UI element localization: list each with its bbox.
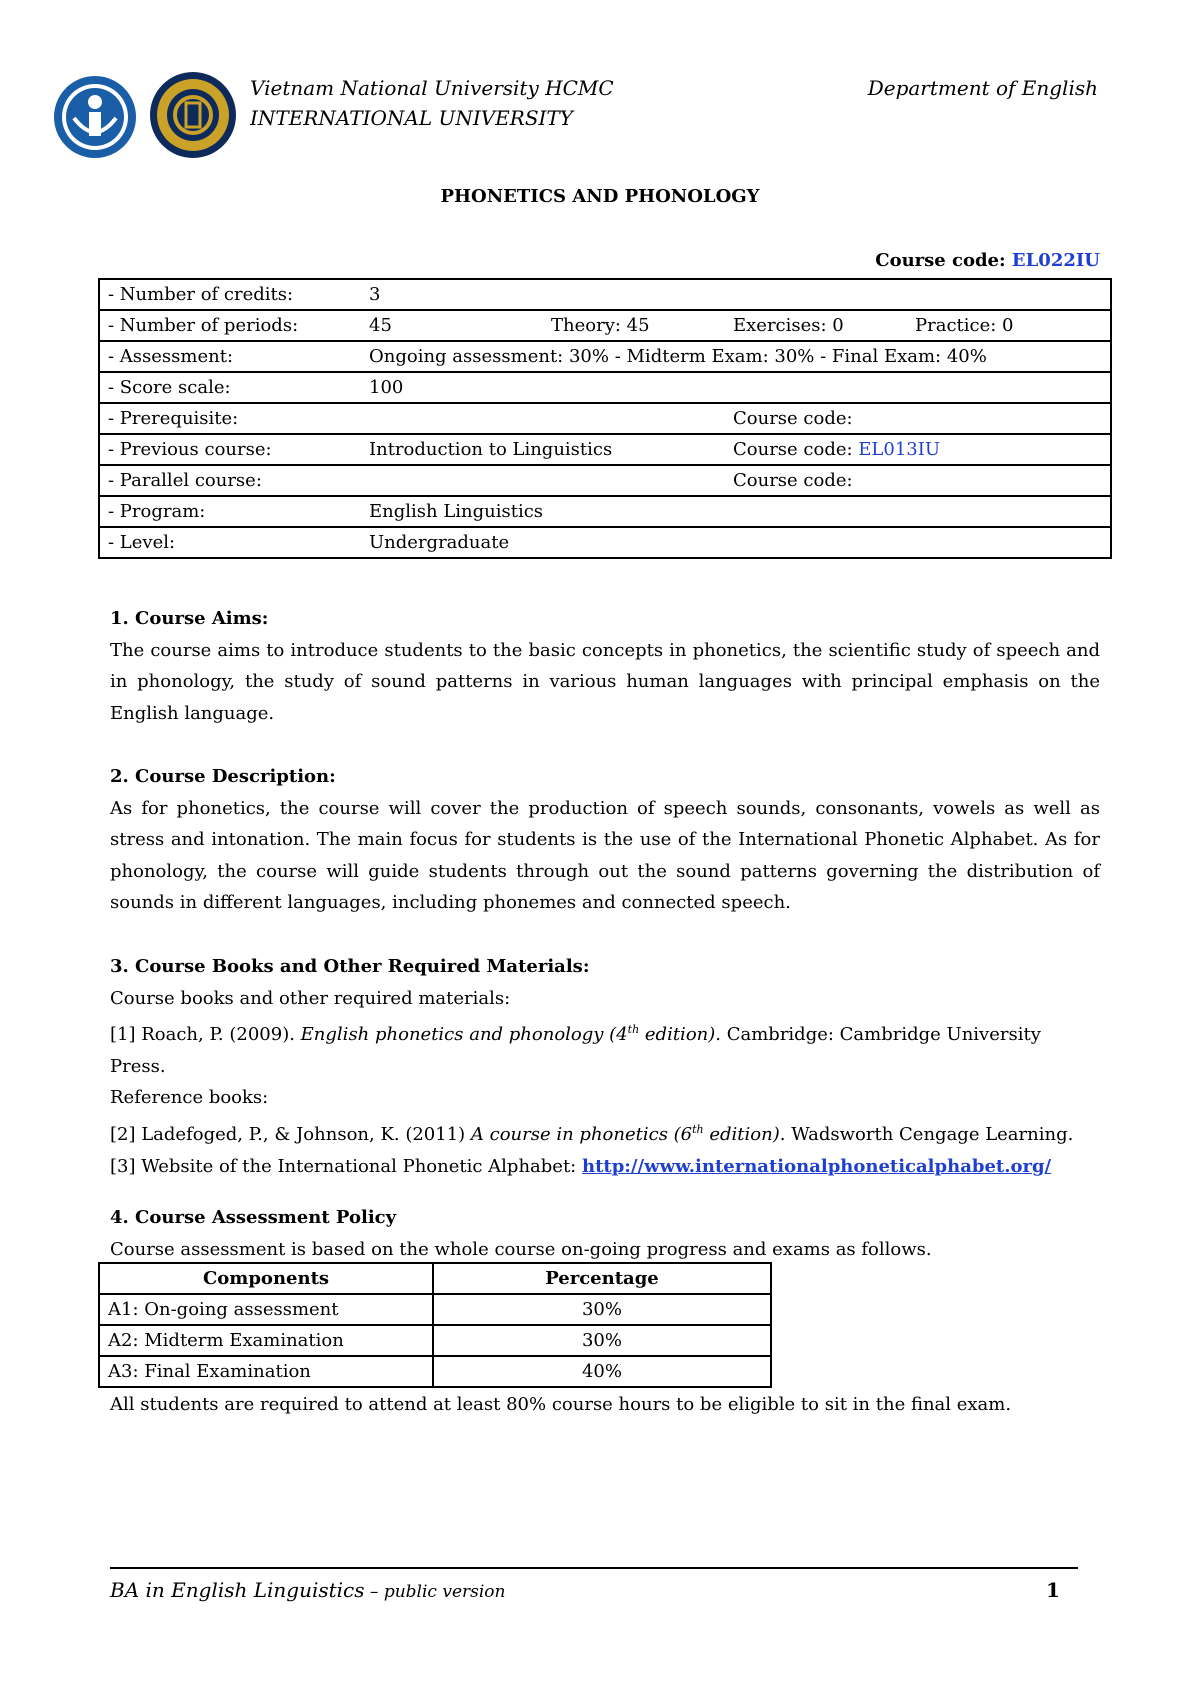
ref1-sup: th [627, 1023, 640, 1037]
info-row-assessment [99, 341, 1111, 372]
info-label: - Previous course: [99, 434, 361, 465]
ipa-website-link[interactable]: http://www.internationalphoneticalphabet.org/ [581, 1155, 1052, 1177]
info-row-previous-course [99, 434, 1111, 465]
iu-logo [52, 74, 138, 160]
section-heading: 1. Course Aims: [110, 608, 269, 629]
info-label: - Number of periods: [99, 310, 361, 341]
reference-3 [110, 1151, 1100, 1183]
assessment-intro: Course assessment is based on the whole course on-going progress and exams as follows. [110, 1238, 932, 1260]
course-books-label: Course books and other required materials: [110, 987, 511, 1009]
ref1-title-end: edition). [639, 1024, 721, 1046]
ref1-rest: Cambridge: Cambridge University Press. [110, 1024, 1041, 1077]
info-value-prerequisite [361, 403, 1111, 434]
previous-code-value: EL013IU [858, 439, 941, 460]
percentage-cell: 30% [433, 1294, 771, 1325]
info-value-parallel [361, 465, 1111, 496]
info-row-level [99, 527, 1111, 558]
university-line-1: Vietnam National University HCMC [250, 76, 614, 100]
attendance-note: All students are required to attend at least 80% course hours to be eligible to sit in the final exam. [110, 1394, 1012, 1415]
column-header-percentage: Percentage [433, 1263, 771, 1294]
percentage-cell: 40% [433, 1356, 771, 1387]
table-row [99, 1294, 771, 1325]
info-row-program [99, 496, 1111, 527]
periods-practice: Practice: 0 [915, 315, 1014, 336]
parallel-code-label: Course code: [733, 470, 853, 491]
university-line-2: INTERNATIONAL UNIVERSITY [250, 106, 573, 130]
course-code-value: EL022IU [1011, 250, 1100, 271]
reference-books-label: Reference books: [110, 1087, 269, 1109]
info-row-prerequisite [99, 403, 1111, 434]
info-row-score-scale [99, 372, 1111, 403]
table-row [99, 1356, 771, 1387]
prerequisite-code-label: Course code: [733, 408, 853, 429]
info-row-parallel-course [99, 465, 1111, 496]
ref1-title-text: English phonetics and phonology (4 [300, 1024, 628, 1046]
ref2-title-text: A course in phonetics (6 [470, 1123, 693, 1145]
ref2-title-end: edition) [703, 1123, 780, 1145]
course-info-table [98, 278, 1112, 559]
section-heading: 2. Course Description: [110, 766, 336, 787]
course-code [875, 250, 1100, 271]
info-value: 100 [361, 372, 1111, 403]
assessment-header-row [99, 1263, 771, 1294]
ref2-title [471, 1124, 780, 1145]
ref2-prefix: [2] Ladefoged, P., & Johnson, K. (2011) [110, 1123, 471, 1145]
column-header-components: Components [99, 1263, 433, 1294]
course-title: PHONETICS AND PHONOLOGY [440, 186, 760, 207]
info-value: Ongoing assessment: 30% - Midterm Exam: 30% - Final Exam: 40% [361, 341, 1111, 372]
info-row-periods [99, 310, 1111, 341]
iu-logo-graphic [52, 74, 138, 160]
ref3-prefix: [3] Website of the International Phonetic Alphabet: [110, 1155, 582, 1177]
component-cell: A2: Midterm Examination [99, 1325, 433, 1356]
ref1-title [301, 1024, 721, 1045]
page-number: 1 [1046, 1578, 1060, 1602]
periods-exercises: Exercises: 0 [733, 315, 844, 336]
section-course-aims [110, 603, 1100, 729]
vnu-seal-logo [148, 70, 238, 160]
footer-program [110, 1578, 505, 1602]
section-body: As for phonetics, the course will cover the production of speech sounds, consonants, vowels as well as stress and intonation. The main focus for students is the use of the International Phonetic Alphabet. As for phonology, the course will guide students through out the sound patterns governing the distribution of sounds in different languages, including phonemes and connected speech. [110, 797, 1100, 914]
ref2-rest: . Wadsworth Cengage Learning. [779, 1123, 1074, 1145]
info-label: - Assessment: [99, 341, 361, 372]
section-heading: 3. Course Books and Other Required Materials: [110, 956, 590, 977]
table-row [99, 1325, 771, 1356]
info-value-previous [361, 434, 1111, 465]
info-value: English Linguistics [361, 496, 1111, 527]
info-label: - Score scale: [99, 372, 361, 403]
reference-2 [110, 1114, 1100, 1151]
info-label: - Program: [99, 496, 361, 527]
section-body: The course aims to introduce students to the basic concepts in phonetics, the scientific study of speech and in phonology, the study of sound patterns in various human languages with principal emphasis on the English language. [110, 639, 1100, 724]
header-university [250, 73, 614, 133]
info-label: - Prerequisite: [99, 403, 361, 434]
info-value-periods [361, 310, 1111, 341]
ref1-prefix: [1] Roach, P. (2009). [110, 1024, 301, 1046]
previous-course-value: Introduction to Linguistics [369, 439, 613, 460]
section-heading: 4. Course Assessment Policy [110, 1207, 397, 1228]
previous-code-label: Course code: [733, 439, 859, 460]
footer-program-name: BA in English Linguistics [110, 1578, 365, 1602]
component-cell: A1: On-going assessment [99, 1294, 433, 1325]
periods-theory: Theory: 45 [551, 315, 650, 336]
reference-1 [110, 1014, 1100, 1082]
section-assessment-policy [110, 1202, 1100, 1265]
header-department: Department of English [867, 76, 1098, 100]
assessment-table [98, 1262, 772, 1388]
ref2-sup: th [692, 1122, 704, 1136]
info-label: - Parallel course: [99, 465, 361, 496]
info-row-credits [99, 279, 1111, 310]
component-cell: A3: Final Examination [99, 1356, 433, 1387]
percentage-cell: 30% [433, 1325, 771, 1356]
info-label: - Number of credits: [99, 279, 361, 310]
course-code-label: Course code: [875, 250, 1012, 271]
periods-total: 45 [369, 315, 392, 336]
info-value: 3 [361, 279, 1111, 310]
section-course-books [110, 951, 1100, 1182]
section-course-description [110, 761, 1100, 919]
footer-version: – public version [364, 1582, 506, 1602]
footer-divider [110, 1567, 1078, 1569]
info-label: - Level: [99, 527, 361, 558]
vnu-seal-graphic [148, 70, 238, 160]
info-value: Undergraduate [361, 527, 1111, 558]
